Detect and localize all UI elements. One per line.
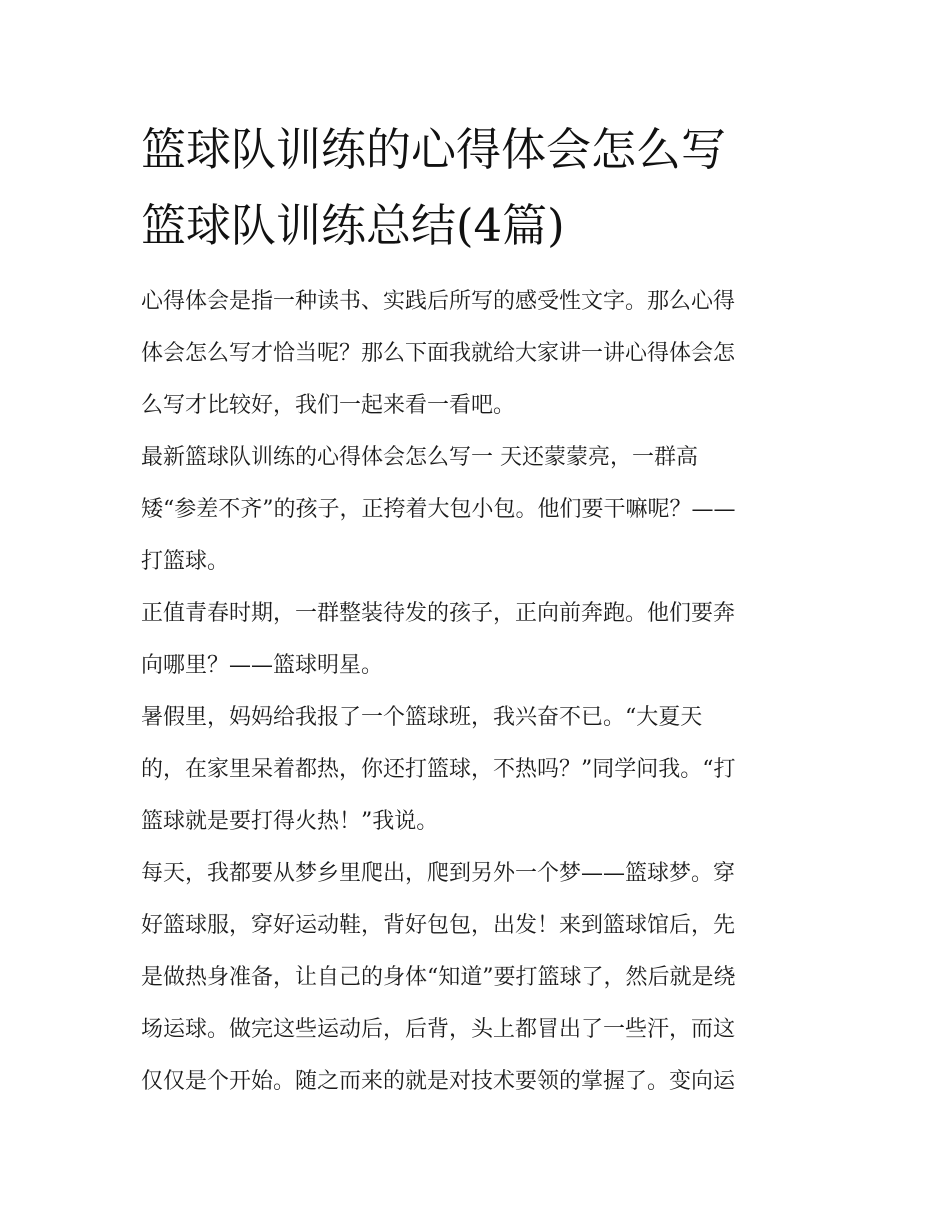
paragraph-2 — [141, 432, 821, 588]
document-body — [141, 276, 821, 1108]
text-line: 么写才比较好，我们一起来看一看吧。 — [141, 393, 516, 418]
text-line: 场运球。做完这些运动后，后背，头上都冒出了一些汗，而这 — [141, 1017, 736, 1042]
text-line: 心得体会是指一种读书、实践后所写的感受性文字。那么心得 — [141, 289, 736, 314]
text-line: 好篮球服，穿好运动鞋，背好包包，出发！来到篮球馆后，先 — [141, 913, 736, 938]
text-line: 最新篮球队训练的心得体会怎么写一 天还蒙蒙亮，一群高 — [141, 445, 698, 470]
text-line: 是做热身准备，让自己的身体“知道”要打篮球了，然后就是绕 — [141, 965, 736, 990]
text-line: 仅仅是个开始。随之而来的就是对技术要领的掌握了。变向运 — [141, 1069, 736, 1094]
text-line: 暑假里，妈妈给我报了一个篮球班，我兴奋不已。“大夏天 — [141, 705, 703, 730]
text-line: 向哪里？——篮球明星。 — [141, 653, 384, 678]
paragraph-5 — [141, 848, 821, 1108]
text-line: 打篮球。 — [141, 549, 230, 574]
text-line: 每天，我都要从梦乡里爬出，爬到另外一个梦——篮球梦。穿 — [141, 861, 736, 886]
text-line: 篮球就是要打得火热！”我说。 — [141, 809, 439, 834]
text-line: 的，在家里呆着都热，你还打篮球，不热吗？”同学问我。“打 — [141, 757, 736, 782]
text-line: 体会怎么写才恰当呢？那么下面我就给大家讲一讲心得体会怎 — [141, 341, 736, 366]
text-line: 矮“参差不齐”的孩子，正挎着大包小包。他们要干嘛呢？—— — [141, 497, 736, 522]
title-line-1: 篮球队训练的心得体会怎么写 — [141, 123, 727, 176]
paragraph-1 — [141, 276, 821, 432]
document-title — [141, 112, 841, 264]
paragraph-3 — [141, 588, 821, 692]
paragraph-4 — [141, 692, 821, 848]
title-line-2: 篮球队训练总结(4篇) — [141, 199, 565, 252]
text-line: 正值青春时期，一群整装待发的孩子，正向前奔跑。他们要奔 — [141, 601, 736, 626]
